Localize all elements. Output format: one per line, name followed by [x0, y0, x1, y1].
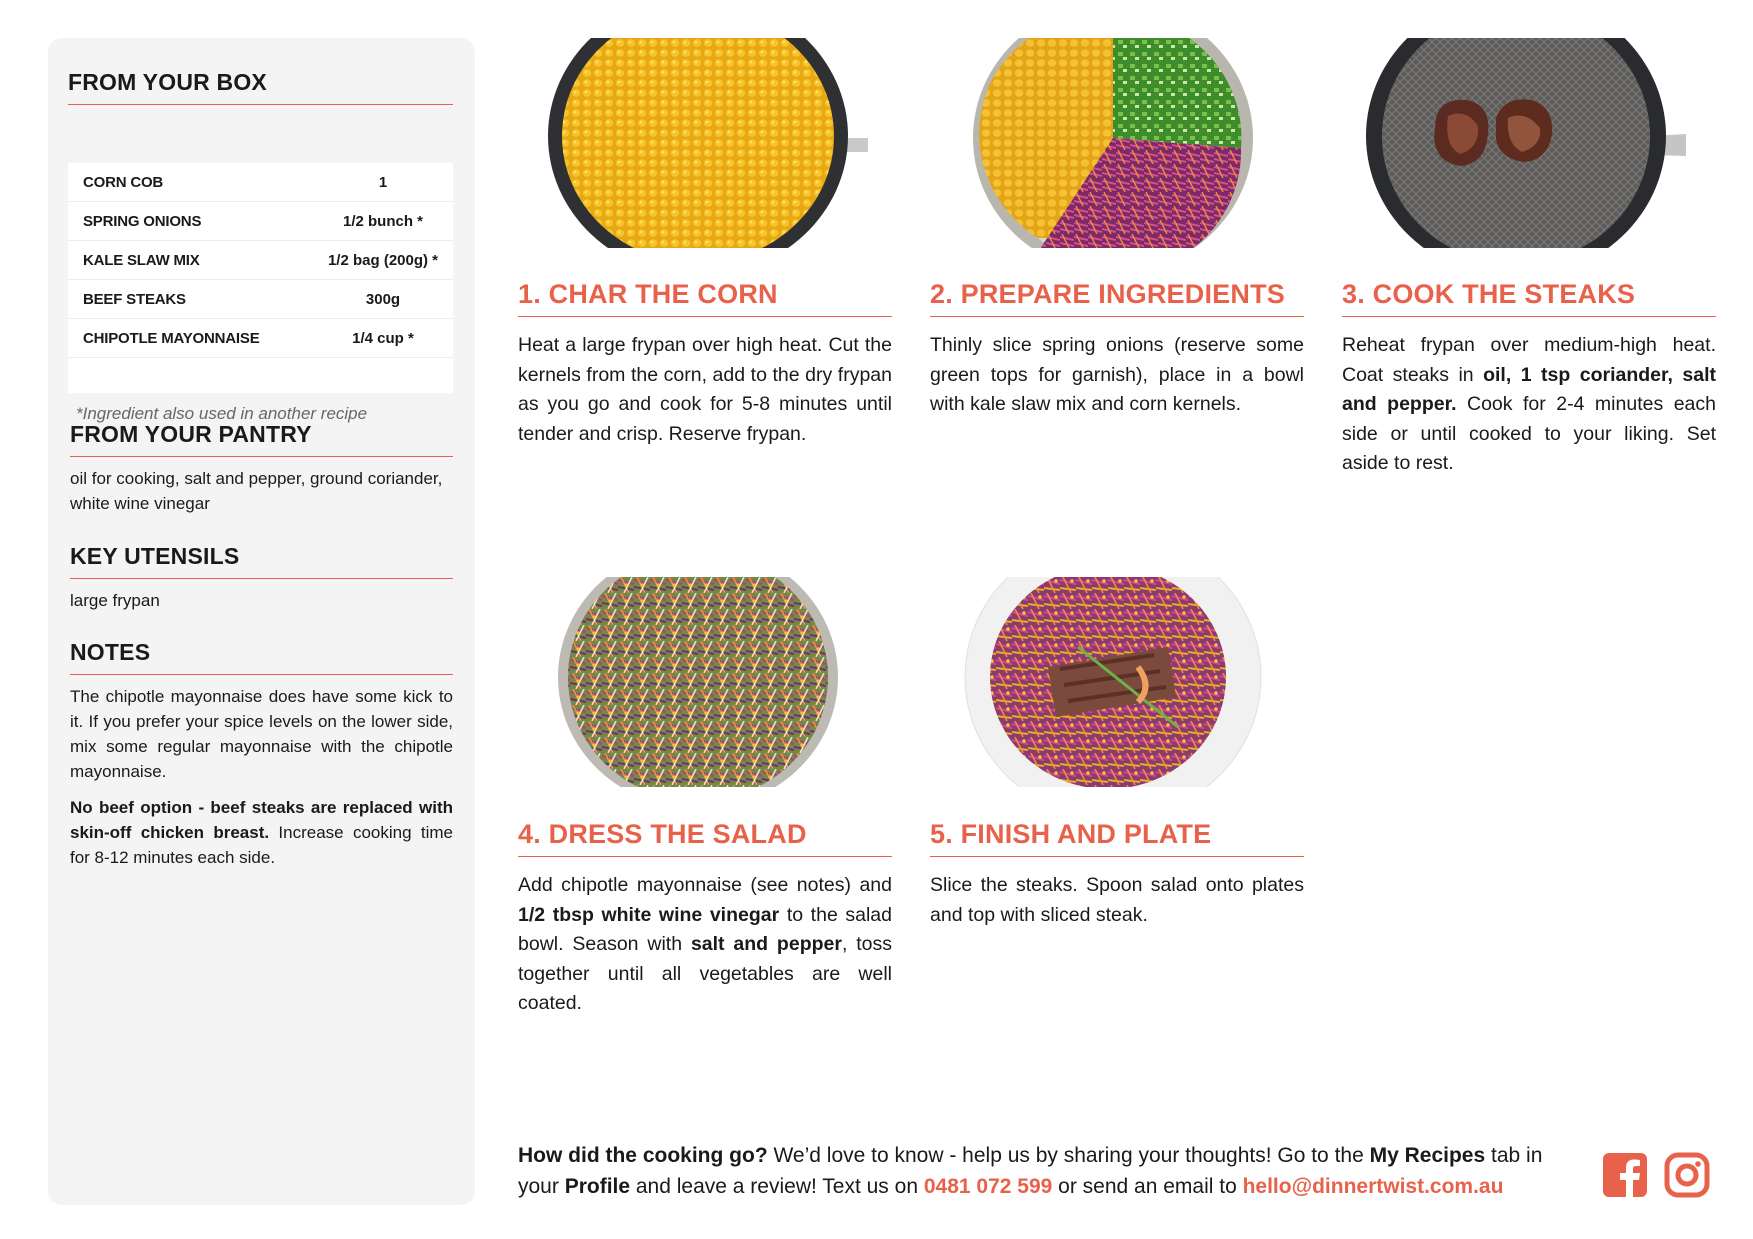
step-title: 2. PREPARE INGREDIENTS — [930, 279, 1304, 317]
table-row — [68, 163, 453, 202]
notes-option-bold: No beef option - beef steaks are replaced with skin-off chicken breast. — [70, 798, 453, 842]
pantry-title: FROM YOUR PANTRY — [70, 421, 453, 457]
footer-text: or send an email to — [1052, 1175, 1243, 1198]
step-text: Slice the steaks. Spoon salad onto plates and top with sliced steak. — [930, 874, 1304, 926]
step-title: 3. COOK THE STEAKS — [1342, 279, 1716, 317]
photo-finish-plate — [948, 577, 1278, 787]
step-text-part: , toss together until all vegetables are well coated. — [518, 933, 892, 1014]
notes-section — [70, 639, 453, 870]
table-row — [68, 280, 453, 319]
utensils-section — [70, 543, 453, 613]
step-3 — [1342, 279, 1716, 479]
footer-text: We’d love to know - help us by sharing your thoughts! Go to the — [767, 1144, 1370, 1167]
ingredient-qty: 1/2 bag (200g) * — [327, 251, 439, 269]
ingredient-name: BEEF STEAKS — [83, 290, 186, 308]
ingredient-name: CORN COB — [83, 173, 164, 191]
ingredient-name: SPRING ONIONS — [83, 212, 202, 230]
pantry-text: oil for cooking, salt and pepper, ground coriander, white wine vinegar — [70, 469, 443, 513]
step-5 — [930, 819, 1304, 930]
ingredient-qty: 1/4 cup * — [352, 329, 414, 347]
step-4 — [518, 819, 892, 1019]
instagram-icon[interactable] — [1664, 1152, 1710, 1198]
ingredient-name: KALE SLAW MIX — [83, 251, 200, 269]
from-your-box-title: FROM YOUR BOX — [68, 69, 453, 105]
footer-phone-link[interactable]: 0481 072 599 — [923, 1175, 1053, 1198]
step-1 — [518, 279, 892, 449]
step-text: Heat a large frypan over high heat. Cut the kernels from the corn, add to the dry frypan as you go and cook for 5-8 minutes until tender and crisp. Reserve frypan. — [518, 334, 892, 445]
step-text-bold: salt and pepper — [690, 933, 842, 955]
step-text — [1342, 331, 1716, 479]
table-row — [68, 241, 453, 280]
step-title: 4. DRESS THE SALAD — [518, 819, 892, 857]
table-row — [68, 319, 453, 358]
ingredients-table — [68, 163, 453, 393]
footer-my-recipes: My Recipes — [1369, 1144, 1486, 1167]
step-text-part: Add chipotle mayonnaise (see notes) and — [518, 874, 892, 896]
step-title: 1. CHAR THE CORN — [518, 279, 892, 317]
pantry-section — [70, 421, 453, 516]
notes-option-text: Increase cooking time for 8-12 minutes each side. — [70, 823, 454, 867]
notes-paragraph: The chipotle mayonnaise does have some kick to it. If you prefer your spice levels on the lower side, mix some regular mayonnaise with the chipotle mayonnaise. — [70, 687, 453, 781]
facebook-icon[interactable] — [1602, 1152, 1648, 1198]
footer-profile: Profile — [564, 1175, 631, 1198]
photo-prepare-ingredients — [948, 38, 1278, 248]
step-2 — [930, 279, 1304, 420]
utensils-title: KEY UTENSILS — [70, 543, 453, 579]
ingredient-qty: 1/2 bunch * — [342, 212, 424, 230]
footer-email-link[interactable]: hello@dinnertwist.com.au — [1242, 1175, 1504, 1198]
photo-char-corn — [538, 38, 868, 248]
step-text — [518, 871, 892, 1019]
footer-question: How did the cooking go? — [518, 1144, 768, 1167]
notes-paragraph-option — [70, 795, 453, 870]
footer-text: and leave a review! Text us on — [630, 1175, 924, 1198]
step-text-bold: 1/2 tbsp white wine vinegar — [518, 903, 780, 926]
step-title: 5. FINISH AND PLATE — [930, 819, 1304, 857]
photo-cook-steaks — [1356, 38, 1686, 248]
notes-title: NOTES — [70, 639, 453, 675]
table-row — [68, 202, 453, 241]
step-text-bold: oil, 1 tsp coriander, salt and pepper. — [1342, 363, 1716, 415]
feedback-footer — [518, 1140, 1558, 1202]
step-text: Thinly slice spring onions (reserve some green tops for garnish), place in a bowl with kale slaw mix and corn kernels. — [930, 334, 1304, 415]
ingredient-qty: 300g — [365, 290, 401, 308]
step-text-part: Reheat frypan over medium-high heat. Coat steaks in — [1342, 334, 1716, 386]
photo-dress-salad — [538, 577, 868, 787]
ingredient-footnote: *Ingredient also used in another recipe — [76, 404, 368, 423]
utensils-text: large frypan — [70, 591, 160, 610]
step-text-part: to the salad bowl. Season with — [518, 903, 893, 955]
step-text-part: Cook for 2-4 minutes each side or until cooked to your liking. Set aside to rest. — [1342, 393, 1716, 474]
ingredient-name: CHIPOTLE MAYONNAISE — [83, 329, 260, 347]
footer-text: tab in your — [518, 1144, 1543, 1198]
sidebar-panel — [48, 38, 475, 1205]
ingredient-qty: 1 — [378, 173, 388, 191]
